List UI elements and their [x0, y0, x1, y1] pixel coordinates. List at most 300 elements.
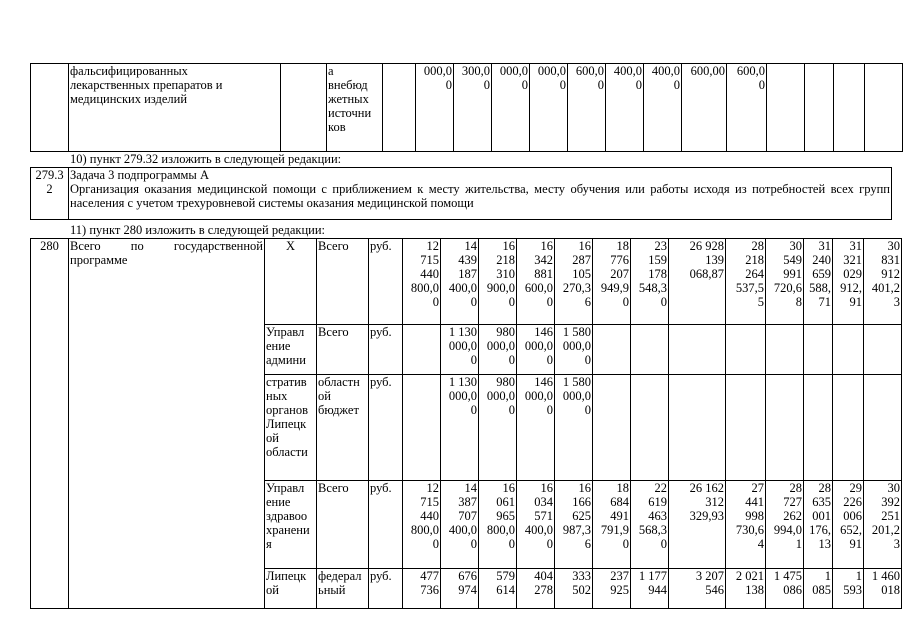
value-cell — [441, 375, 479, 481]
cell-text-line: ных — [266, 389, 288, 403]
value-cell — [403, 239, 441, 325]
value-cell — [568, 64, 606, 152]
cell-text-line: 0 — [546, 353, 553, 367]
value-cell — [479, 325, 517, 375]
value-cell — [517, 569, 555, 609]
cell-text-line: 342 — [534, 253, 553, 267]
value-cell — [767, 64, 805, 152]
unit-cell: руб. — [369, 481, 403, 569]
cell-text-line: 086 — [783, 583, 802, 597]
cell-text-line: 000,0 — [537, 64, 566, 78]
cell-text-line: 991 — [783, 267, 802, 281]
cell-text-line: ой — [266, 583, 279, 597]
cell-text-line: 404 — [534, 569, 553, 583]
value-cell — [403, 569, 441, 609]
value-cell — [766, 239, 804, 325]
task-table — [30, 167, 892, 220]
value-cell — [669, 569, 726, 609]
cell-text-line: 0 — [546, 403, 553, 417]
source-line: а — [328, 64, 334, 78]
value-cell — [669, 239, 726, 325]
value-cell — [403, 481, 441, 569]
cell-text-line: 387 — [458, 495, 477, 509]
cell-text-line: 1 — [824, 569, 831, 583]
cell-text-line: 000,0 — [486, 339, 515, 353]
task-title: Задача 3 подпрограммы А — [70, 168, 209, 182]
cell-text-line: 029 — [843, 267, 862, 281]
executor-cell — [265, 481, 317, 569]
value-cell — [726, 239, 766, 325]
cell-text-line: 400,0 — [651, 64, 680, 78]
value-cell — [441, 239, 479, 325]
value-cell — [726, 481, 766, 569]
cell-text-line: 0 — [546, 537, 553, 551]
cell-text-line: 3 207 — [695, 569, 724, 583]
cell-text-line: 6 — [584, 537, 591, 551]
cell-text-line: 987,3 — [562, 523, 591, 537]
table-row-279-32 — [31, 168, 892, 220]
value-cell — [479, 375, 517, 481]
value-cell — [864, 239, 902, 325]
value-cell — [669, 481, 726, 569]
row-name-line: фальсифицированных — [70, 64, 188, 78]
cell-text-line: 912, — [840, 281, 862, 295]
cell-text-line: 0 — [508, 403, 515, 417]
program-table — [30, 238, 902, 609]
cell-text-line: 16 — [502, 481, 515, 495]
cell-text-line: 226 — [843, 495, 862, 509]
cell-text-line: 1 475 — [773, 569, 802, 583]
value-cell — [834, 64, 865, 152]
value-cell — [555, 569, 593, 609]
value-cell — [805, 64, 834, 152]
value-cell — [492, 64, 530, 152]
cell-text-line: 440 — [420, 267, 439, 281]
cell-text-line: 994,0 — [773, 523, 802, 537]
cell-text-line: 000,0 — [524, 339, 553, 353]
cell-text-line: 16 — [540, 239, 553, 253]
cell-text-line: 4 — [757, 537, 764, 551]
cell-text-line: 000,0 — [562, 339, 591, 353]
cell-text-line: Управл — [266, 325, 305, 339]
cell-text-line: ьный — [318, 583, 346, 597]
cell-text-line: Липецк — [266, 569, 307, 583]
cell-text-line: 548,3 — [638, 281, 667, 295]
value-cell — [631, 569, 669, 609]
cell-text-line: 0 — [584, 353, 591, 367]
value-cell — [804, 239, 833, 325]
cell-text-line: 0 — [597, 78, 604, 92]
cell-text-line: 0 — [432, 295, 439, 309]
cell-text-line: здравоо — [266, 509, 308, 523]
value-cell — [454, 64, 492, 152]
value-cell — [631, 481, 669, 569]
cell-text-line: 240 — [812, 253, 831, 267]
cell-text-line: областн — [318, 375, 360, 389]
cell-text-line: 91 — [849, 295, 862, 309]
value-cell — [555, 481, 593, 569]
cell-text-line: 12 — [426, 239, 439, 253]
cell-text-line: 0 — [470, 353, 477, 367]
value-cell — [441, 325, 479, 375]
executor-cell — [265, 325, 317, 375]
cell-text-line: 2 — [46, 182, 53, 196]
cell-text-line: 1 580 — [562, 375, 591, 389]
value-cell — [766, 325, 804, 375]
cell-text-line: 30 — [887, 481, 900, 495]
top-table — [30, 63, 903, 152]
source-cell: Всего — [317, 325, 369, 375]
cell-text-line: 546 — [705, 583, 724, 597]
value-cell — [631, 325, 669, 375]
unit-cell: руб. — [369, 569, 403, 609]
value-cell — [593, 375, 631, 481]
value-cell — [833, 481, 864, 569]
cell-text-line: 18 — [616, 239, 629, 253]
row-number-cell — [31, 168, 69, 220]
cell-text-line: 287 — [572, 253, 591, 267]
task-text-cell — [69, 168, 892, 220]
executor-cell: Х — [265, 239, 317, 325]
value-cell — [833, 325, 864, 375]
cell-text-line: 0 — [546, 295, 553, 309]
cell-text-line: ение — [266, 339, 291, 353]
cell-text-line: 600,00 — [690, 64, 725, 78]
value-cell — [804, 325, 833, 375]
cell-text-line: 965 — [496, 509, 515, 523]
source-cell — [327, 64, 383, 152]
cell-text-line: 715 — [420, 253, 439, 267]
cell-text-line: я — [266, 537, 272, 551]
cell-text-line: 502 — [572, 583, 591, 597]
cell-text-line: области — [266, 445, 308, 459]
cell-text-line: 800,0 — [410, 523, 439, 537]
cell-text-line: 3 — [893, 537, 900, 551]
cell-text-line: 061 — [496, 495, 515, 509]
cell-text-line: 16 — [502, 239, 515, 253]
cell-text-line: 400,0 — [524, 523, 553, 537]
unit-cell: руб. — [369, 375, 403, 481]
value-cell — [727, 64, 767, 152]
value-cell — [726, 375, 766, 481]
value-cell — [479, 481, 517, 569]
value-cell — [864, 375, 902, 481]
cell-text-line: 2 021 — [735, 569, 764, 583]
cell-text-line: 600,0 — [736, 64, 765, 78]
amendment-note-11: 11) пункт 280 изложить в следующей редакции: — [70, 223, 326, 237]
cell-text-line: 166 — [572, 495, 591, 509]
value-cell — [644, 64, 682, 152]
unit-cell: руб. — [369, 239, 403, 325]
cell-text-line: 000,0 — [448, 389, 477, 403]
value-cell — [669, 325, 726, 375]
cell-text-line: 1 130 — [448, 325, 477, 339]
cell-text-line: 000,0 — [423, 64, 452, 78]
cell-text-line: 14 — [464, 239, 477, 253]
cell-text-line: 727 — [783, 495, 802, 509]
cell-text-line: Липецк — [266, 417, 307, 431]
cell-text-line: 146 — [534, 375, 553, 389]
value-cell — [517, 239, 555, 325]
cell-text-line: 30 — [887, 239, 900, 253]
cell-text-line: 91 — [849, 537, 862, 551]
value-cell — [766, 569, 804, 609]
cell-text-line: 16 — [578, 239, 591, 253]
cell-text-line: 440 — [420, 509, 439, 523]
value-cell — [479, 569, 517, 609]
cell-text-line: 0 — [508, 353, 515, 367]
cell-text-line: 401,2 — [871, 281, 900, 295]
table-row-continuation — [31, 64, 903, 152]
executor-cell — [281, 64, 327, 152]
cell-text-line: 034 — [534, 495, 553, 509]
cell-text-line: 218 — [745, 253, 764, 267]
cell-text-line: 1 460 — [871, 569, 900, 583]
cell-text-line: 27 — [751, 481, 764, 495]
cell-text-line: 30 — [789, 239, 802, 253]
cell-text-line: 776 — [610, 253, 629, 267]
value-cell — [804, 569, 833, 609]
executor-cell — [265, 569, 317, 609]
value-cell — [833, 569, 864, 609]
value-cell — [593, 569, 631, 609]
value-cell — [631, 239, 669, 325]
source-line: внебюд — [328, 78, 368, 92]
cell-text-line: 22 — [654, 481, 667, 495]
table-row-280-total — [31, 239, 902, 325]
cell-text-line: 800,0 — [486, 523, 515, 537]
cell-text-line: 201,2 — [871, 523, 900, 537]
cell-text-line: 000,0 — [499, 64, 528, 78]
value-cell — [766, 375, 804, 481]
value-cell — [669, 375, 726, 481]
cell-text-line: 8 — [795, 295, 802, 309]
row-name-cell — [69, 64, 281, 152]
value-cell — [766, 481, 804, 569]
cell-text-line: 588, — [809, 281, 831, 295]
value-cell — [864, 481, 902, 569]
cell-text-line: 16 — [578, 481, 591, 495]
cell-text-line: 000,0 — [486, 389, 515, 403]
cell-text-line: 736 — [420, 583, 439, 597]
value-cell — [517, 481, 555, 569]
cell-text-line: 3 — [893, 295, 900, 309]
cell-text-line: 006 — [843, 509, 862, 523]
amendment-note-10: 10) пункт 279.32 изложить в следующей редакции: — [70, 152, 342, 166]
cell-text-line: 31 — [818, 239, 831, 253]
cell-text-line: 5 — [757, 295, 764, 309]
value-cell — [479, 239, 517, 325]
cell-text-line: хранени — [266, 523, 310, 537]
cell-text-line: 28 — [751, 239, 764, 253]
cell-text-line: 0 — [622, 537, 629, 551]
source-cell: Всего — [317, 239, 369, 325]
value-cell — [833, 375, 864, 481]
cell-text-line: 26 162 — [689, 481, 724, 495]
cell-text-line: 187 — [458, 267, 477, 281]
cell-text-line: 278 — [534, 583, 553, 597]
source-cell — [317, 375, 369, 481]
value-cell — [441, 569, 479, 609]
value-cell — [441, 481, 479, 569]
cell-text-line: 881 — [534, 267, 553, 281]
source-cell — [317, 569, 369, 609]
cell-text-line: 26 928 — [689, 239, 724, 253]
cell-text-line: 707 — [458, 509, 477, 523]
cell-text-line: 139 — [705, 253, 724, 267]
unit-cell: руб. — [369, 325, 403, 375]
cell-text-line: 600,0 — [575, 64, 604, 78]
row-number-cell — [31, 64, 69, 152]
cell-text-line: 0 — [758, 78, 765, 92]
cell-text-line: 0 — [660, 537, 667, 551]
executor-cell — [265, 375, 317, 481]
cell-text-line: 400,0 — [448, 523, 477, 537]
unit-cell — [383, 64, 416, 152]
cell-text-line: 105 — [572, 267, 591, 281]
cell-text-line: 178 — [648, 267, 667, 281]
cell-text-line: 463 — [648, 509, 667, 523]
cell-text-line: 270,3 — [562, 281, 591, 295]
value-cell — [517, 375, 555, 481]
cell-text-line: 1 580 — [562, 325, 591, 339]
cell-text-line: 974 — [458, 583, 477, 597]
cell-text-line: 018 — [881, 583, 900, 597]
cell-text-line: 31 — [849, 239, 862, 253]
cell-text-line: 0 — [470, 295, 477, 309]
cell-text-line: Управл — [266, 481, 305, 495]
value-cell — [804, 481, 833, 569]
cell-text-line: 251 — [881, 509, 900, 523]
cell-text-line: 279.3 — [35, 168, 64, 182]
cell-text-line: 1 — [855, 569, 862, 583]
cell-text-line: 439 — [458, 253, 477, 267]
cell-text-line: ой — [318, 389, 331, 403]
value-cell — [593, 481, 631, 569]
cell-text-line: 625 — [572, 509, 591, 523]
cell-text-line: 614 — [496, 583, 515, 597]
value-cell — [631, 375, 669, 481]
cell-text-line: 23 — [654, 239, 667, 253]
cell-text-line: 28 — [789, 481, 802, 495]
cell-text-line: 944 — [648, 583, 667, 597]
cell-text-line: 262 — [783, 509, 802, 523]
cell-text-line: 329,93 — [689, 509, 724, 523]
cell-text-line: 0 — [445, 78, 452, 92]
cell-text-line: 980 — [496, 325, 515, 339]
row-name-line: медицинских изделий — [70, 92, 188, 106]
value-cell — [517, 325, 555, 375]
cell-text-line: 730,6 — [735, 523, 764, 537]
cell-text-line: 0 — [470, 403, 477, 417]
cell-text-line: ение — [266, 495, 291, 509]
cell-text-line: 392 — [881, 495, 900, 509]
value-cell — [403, 375, 441, 481]
value-cell — [726, 569, 766, 609]
cell-text-line: 176, — [809, 523, 831, 537]
cell-text-line: 537,5 — [735, 281, 764, 295]
cell-text-line: 16 — [540, 481, 553, 495]
cell-text-line: органов — [266, 403, 309, 417]
cell-text-line: 0 — [559, 78, 566, 92]
cell-text-line: 477 — [420, 569, 439, 583]
value-cell — [682, 64, 727, 152]
cell-text-line: федерал — [318, 569, 362, 583]
cell-text-line: 085 — [812, 583, 831, 597]
cell-text-line: 0 — [432, 537, 439, 551]
value-cell — [606, 64, 644, 152]
cell-text-line: 0 — [673, 78, 680, 92]
value-cell — [865, 64, 903, 152]
cell-text-line: 980 — [496, 375, 515, 389]
cell-text-line: 28 — [818, 481, 831, 495]
cell-text-line: 001 — [812, 509, 831, 523]
cell-text-line: 068,87 — [689, 267, 724, 281]
source-line: источни — [328, 106, 372, 120]
value-cell — [555, 325, 593, 375]
cell-text-line: 000,0 — [448, 339, 477, 353]
value-cell — [555, 375, 593, 481]
cell-text-line: 684 — [610, 495, 629, 509]
cell-text-line: 0 — [470, 537, 477, 551]
value-cell — [403, 325, 441, 375]
cell-text-line: 720,6 — [773, 281, 802, 295]
cell-text-line: админи — [266, 353, 306, 367]
cell-text-line: 831 — [881, 253, 900, 267]
cell-text-line: 800,0 — [410, 281, 439, 295]
cell-text-line: 18 — [616, 481, 629, 495]
cell-text-line: 0 — [508, 537, 515, 551]
value-cell — [864, 325, 902, 375]
value-cell — [864, 569, 902, 609]
cell-text-line: 000,0 — [524, 389, 553, 403]
cell-text-line: 652, — [840, 523, 862, 537]
cell-text-line: 925 — [610, 583, 629, 597]
value-cell — [416, 64, 454, 152]
cell-text-line: 0 — [584, 403, 591, 417]
value-cell — [804, 375, 833, 481]
value-cell — [593, 239, 631, 325]
cell-text-line: 441 — [745, 495, 764, 509]
cell-text-line: 71 — [818, 295, 831, 309]
cell-text-line: 218 — [496, 253, 515, 267]
cell-text-line: 0 — [521, 78, 528, 92]
cell-text-line: бюджет — [318, 403, 359, 417]
cell-text-line: 912 — [881, 267, 900, 281]
cell-text-line: 312 — [705, 495, 724, 509]
row-number-cell: 280 — [31, 239, 69, 609]
cell-text-line: ой — [266, 431, 279, 445]
cell-text-line: 676 — [458, 569, 477, 583]
program-name-cell: Всего по государственной программе — [69, 239, 265, 609]
cell-text-line: 0 — [635, 78, 642, 92]
cell-text-line: 159 — [648, 253, 667, 267]
cell-text-line: 264 — [745, 267, 764, 281]
cell-text-line: 1 — [795, 537, 802, 551]
cell-text-line: 715 — [420, 495, 439, 509]
cell-text-line: 207 — [610, 267, 629, 281]
cell-text-line: 659 — [812, 267, 831, 281]
value-cell — [593, 325, 631, 375]
cell-text-line: 0 — [660, 295, 667, 309]
cell-text-line: 593 — [843, 583, 862, 597]
cell-text-line: стратив — [266, 375, 307, 389]
task-description: Организация оказания медицинской помощи с приближением к месту жительства, месту обучения или работы исходя из потребностей всех групп населения с учетом трехуровневой системы оказания медицинской помощи — [70, 182, 890, 210]
cell-text-line: 310 — [496, 267, 515, 281]
cell-text-line: 0 — [622, 295, 629, 309]
value-cell — [726, 325, 766, 375]
cell-text-line: 237 — [610, 569, 629, 583]
